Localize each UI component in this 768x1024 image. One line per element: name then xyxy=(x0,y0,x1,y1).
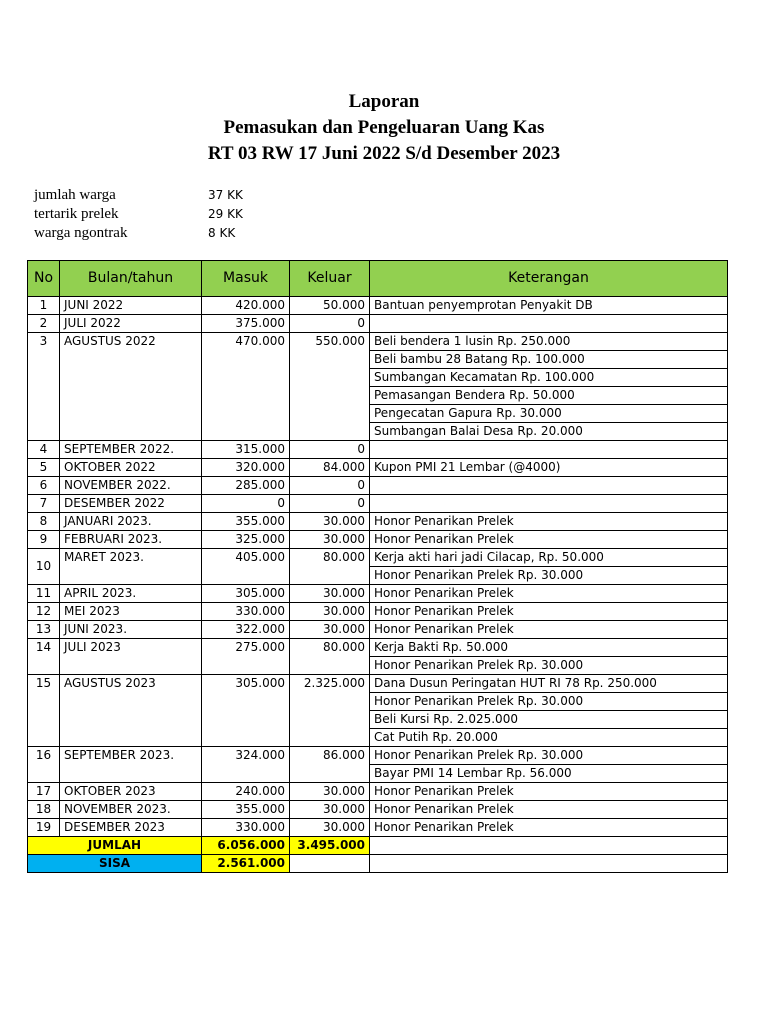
row-month: NOVEMBER 2023. xyxy=(60,801,202,819)
row-masuk: 0 xyxy=(202,495,290,513)
row-keluar: 30.000 xyxy=(290,531,370,549)
table-row xyxy=(28,621,728,639)
row-masuk: 322.000 xyxy=(202,621,290,639)
row-keterangan: Sumbangan Balai Desa Rp. 20.000 xyxy=(370,423,728,441)
row-keterangan: Cat Putih Rp. 20.000 xyxy=(370,729,728,747)
row-month: DESEMBER 2023 xyxy=(60,819,202,837)
row-masuk: 330.000 xyxy=(202,819,290,837)
row-keterangan xyxy=(370,441,728,459)
table-row xyxy=(28,441,728,459)
sisa-value: 2.561.000 xyxy=(202,855,290,873)
row-no: 5 xyxy=(28,459,60,477)
sisa-label: SISA xyxy=(28,855,202,873)
row-month: JULI 2023 xyxy=(60,639,202,675)
row-keterangan: Sumbangan Kecamatan Rp. 100.000 xyxy=(370,369,728,387)
row-keterangan: Honor Penarikan Prelek Rp. 30.000 xyxy=(370,747,728,765)
info-label-jumlah-warga: jumlah warga xyxy=(34,187,116,203)
row-masuk: 240.000 xyxy=(202,783,290,801)
row-masuk: 315.000 xyxy=(202,441,290,459)
total-label: JUMLAH xyxy=(28,837,202,855)
table-header-row xyxy=(28,261,728,297)
sisa-keluar-empty xyxy=(290,855,370,873)
row-keterangan xyxy=(370,315,728,333)
row-keterangan xyxy=(370,495,728,513)
row-keterangan: Honor Penarikan Prelek xyxy=(370,801,728,819)
row-no: 7 xyxy=(28,495,60,513)
row-masuk: 355.000 xyxy=(202,801,290,819)
row-month: OKTOBER 2023 xyxy=(60,783,202,801)
row-no: 1 xyxy=(28,297,60,315)
row-keterangan: Honor Penarikan Prelek xyxy=(370,585,728,603)
table-row xyxy=(28,315,728,333)
row-no: 4 xyxy=(28,441,60,459)
row-no: 16 xyxy=(28,747,60,783)
row-no: 3 xyxy=(28,333,60,441)
row-keterangan: Honor Penarikan Prelek Rp. 30.000 xyxy=(370,693,728,711)
row-keluar: 30.000 xyxy=(290,585,370,603)
row-month: SEPTEMBER 2023. xyxy=(60,747,202,783)
row-keluar: 30.000 xyxy=(290,783,370,801)
table-row xyxy=(28,747,728,765)
sisa-note-empty xyxy=(370,855,728,873)
row-month: MARET 2023. xyxy=(60,549,202,585)
header-keterangan: Keterangan xyxy=(370,261,728,297)
row-month: JUNI 2022 xyxy=(60,297,202,315)
row-keterangan: Honor Penarikan Prelek Rp. 30.000 xyxy=(370,567,728,585)
row-masuk: 330.000 xyxy=(202,603,290,621)
total-keluar: 3.495.000 xyxy=(290,837,370,855)
info-value-warga-ngontrak: 8 KK xyxy=(208,226,236,240)
row-keluar: 2.325.000 xyxy=(290,675,370,747)
row-month: MEI 2023 xyxy=(60,603,202,621)
table-row xyxy=(28,639,728,657)
row-masuk: 420.000 xyxy=(202,297,290,315)
row-keterangan: Dana Dusun Peringatan HUT RI 78 Rp. 250.000 xyxy=(370,675,728,693)
row-month: AGUSTUS 2022 xyxy=(60,333,202,441)
row-no: 6 xyxy=(28,477,60,495)
row-masuk: 355.000 xyxy=(202,513,290,531)
row-keterangan: Bantuan penyemprotan Penyakit DB xyxy=(370,297,728,315)
table-row xyxy=(28,459,728,477)
row-no: 18 xyxy=(28,801,60,819)
row-keterangan: Honor Penarikan Prelek xyxy=(370,783,728,801)
row-keluar: 86.000 xyxy=(290,747,370,783)
row-keluar: 0 xyxy=(290,441,370,459)
row-masuk: 324.000 xyxy=(202,747,290,783)
table-row xyxy=(28,783,728,801)
table-row xyxy=(28,297,728,315)
row-keluar: 30.000 xyxy=(290,819,370,837)
row-no: 8 xyxy=(28,513,60,531)
row-masuk: 470.000 xyxy=(202,333,290,441)
row-keluar: 30.000 xyxy=(290,603,370,621)
report-title-line-3: RT 03 RW 17 Juni 2022 S/d Desember 2023 xyxy=(207,143,561,164)
info-value-tertarik-prelek: 29 KK xyxy=(208,207,243,221)
row-month: JANUARI 2023. xyxy=(60,513,202,531)
table-body xyxy=(28,297,728,837)
total-masuk: 6.056.000 xyxy=(202,837,290,855)
row-keterangan xyxy=(370,477,728,495)
row-no: 2 xyxy=(28,315,60,333)
row-no: 11 xyxy=(28,585,60,603)
row-keterangan: Bayar PMI 14 Lembar Rp. 56.000 xyxy=(370,765,728,783)
table-row xyxy=(28,801,728,819)
info-label-tertarik-prelek: tertarik prelek xyxy=(34,206,119,222)
table-row xyxy=(28,513,728,531)
row-masuk: 285.000 xyxy=(202,477,290,495)
row-month: FEBRUARI 2023. xyxy=(60,531,202,549)
row-month: OKTOBER 2022 xyxy=(60,459,202,477)
row-keluar: 80.000 xyxy=(290,639,370,675)
row-keterangan: Kerja Bakti Rp. 50.000 xyxy=(370,639,728,657)
row-month: APRIL 2023. xyxy=(60,585,202,603)
row-masuk: 320.000 xyxy=(202,459,290,477)
row-month: DESEMBER 2022 xyxy=(60,495,202,513)
row-keterangan: Pemasangan Bendera Rp. 50.000 xyxy=(370,387,728,405)
row-keterangan: Kupon PMI 21 Lembar (@4000) xyxy=(370,459,728,477)
row-keterangan: Honor Penarikan Prelek xyxy=(370,603,728,621)
header-no: No xyxy=(28,261,60,297)
row-keterangan: Honor Penarikan Prelek Rp. 30.000 xyxy=(370,657,728,675)
sisa-row xyxy=(28,855,728,873)
row-no: 10 xyxy=(28,549,60,585)
row-no: 19 xyxy=(28,819,60,837)
row-keluar: 80.000 xyxy=(290,549,370,585)
row-keluar: 50.000 xyxy=(290,297,370,315)
row-keterangan: Honor Penarikan Prelek xyxy=(370,513,728,531)
row-keterangan: Beli bendera 1 lusin Rp. 250.000 xyxy=(370,333,728,351)
table-row xyxy=(28,675,728,693)
row-masuk: 405.000 xyxy=(202,549,290,585)
row-masuk: 325.000 xyxy=(202,531,290,549)
row-keluar: 84.000 xyxy=(290,459,370,477)
row-keterangan: Pengecatan Gapura Rp. 30.000 xyxy=(370,405,728,423)
row-keterangan: Honor Penarikan Prelek xyxy=(370,621,728,639)
cash-report-table xyxy=(27,260,728,873)
row-month: AGUSTUS 2023 xyxy=(60,675,202,747)
row-keterangan: Honor Penarikan Prelek xyxy=(370,531,728,549)
report-title-line-1: Laporan xyxy=(348,91,420,112)
row-no: 14 xyxy=(28,639,60,675)
row-no: 17 xyxy=(28,783,60,801)
row-keluar: 30.000 xyxy=(290,513,370,531)
table-row xyxy=(28,333,728,351)
row-keterangan: Beli Kursi Rp. 2.025.000 xyxy=(370,711,728,729)
table-row xyxy=(28,819,728,837)
row-no: 12 xyxy=(28,603,60,621)
row-no: 9 xyxy=(28,531,60,549)
row-masuk: 305.000 xyxy=(202,675,290,747)
row-no: 15 xyxy=(28,675,60,747)
row-keterangan: Kerja akti hari jadi Cilacap, Rp. 50.000 xyxy=(370,549,728,567)
row-keluar: 30.000 xyxy=(290,801,370,819)
table-row xyxy=(28,549,728,567)
row-no: 13 xyxy=(28,621,60,639)
row-keluar: 30.000 xyxy=(290,621,370,639)
header-month: Bulan/tahun xyxy=(60,261,202,297)
info-label-warga-ngontrak: warga ngontrak xyxy=(34,225,128,241)
header-keluar: Keluar xyxy=(290,261,370,297)
report-title-line-2: Pemasukan dan Pengeluaran Uang Kas xyxy=(223,117,545,138)
total-row xyxy=(28,837,728,855)
total-note-empty xyxy=(370,837,728,855)
row-masuk: 275.000 xyxy=(202,639,290,675)
table-row xyxy=(28,585,728,603)
table-row xyxy=(28,477,728,495)
table-row xyxy=(28,531,728,549)
row-masuk: 305.000 xyxy=(202,585,290,603)
row-month: NOVEMBER 2022. xyxy=(60,477,202,495)
row-month: JULI 2022 xyxy=(60,315,202,333)
table-row xyxy=(28,603,728,621)
row-keterangan: Beli bambu 28 Batang Rp. 100.000 xyxy=(370,351,728,369)
row-keterangan: Honor Penarikan Prelek xyxy=(370,819,728,837)
row-month: SEPTEMBER 2022. xyxy=(60,441,202,459)
row-masuk: 375.000 xyxy=(202,315,290,333)
row-keluar: 0 xyxy=(290,477,370,495)
info-value-jumlah-warga: 37 KK xyxy=(208,188,243,202)
header-masuk: Masuk xyxy=(202,261,290,297)
row-keluar: 0 xyxy=(290,315,370,333)
row-month: JUNI 2023. xyxy=(60,621,202,639)
row-keluar: 550.000 xyxy=(290,333,370,441)
row-keluar: 0 xyxy=(290,495,370,513)
table-row xyxy=(28,495,728,513)
